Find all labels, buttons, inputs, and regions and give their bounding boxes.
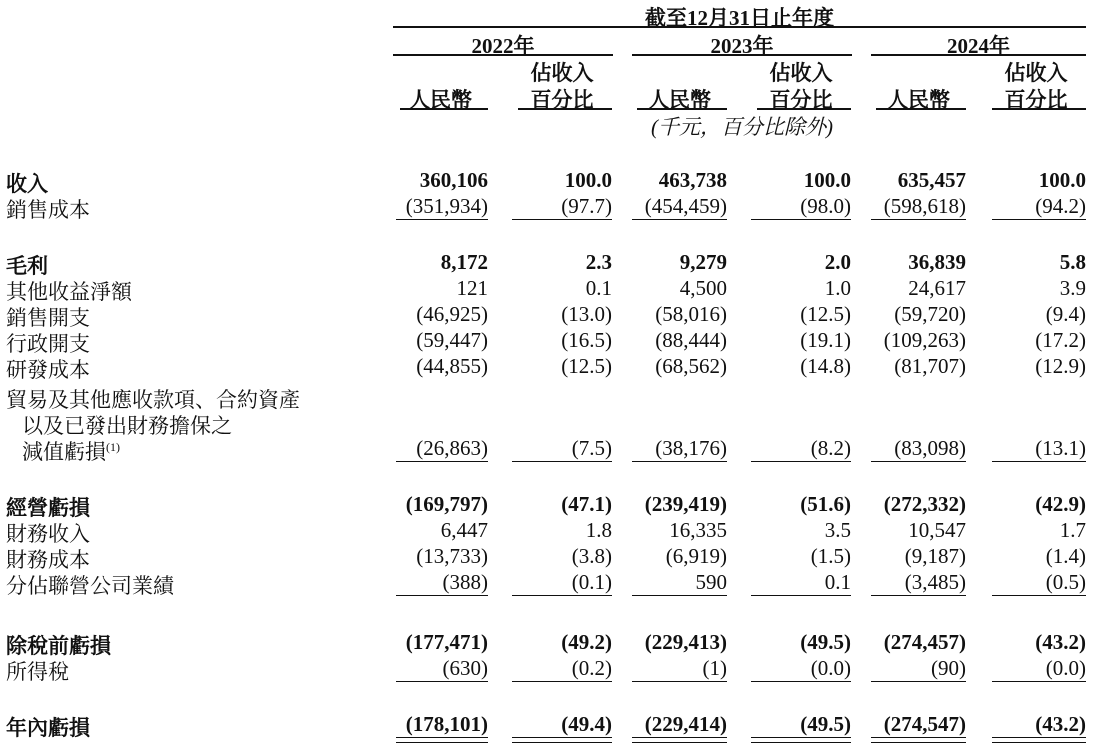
- pct-header-2023-l2: 百分比: [769, 88, 833, 112]
- table-cell: 2.3: [585, 250, 612, 274]
- table-cell: (274,547): [883, 712, 966, 736]
- table-cell: (42.9): [1035, 492, 1086, 516]
- table-cell: (1): [702, 656, 727, 680]
- table-cell: (109,263): [883, 328, 966, 352]
- table-cell: 1.0: [824, 276, 851, 300]
- footnote-marker: (1): [106, 440, 120, 454]
- table-cell: (98.0): [800, 194, 851, 218]
- table-cell: (12.9): [1035, 354, 1086, 378]
- table-cell: 3.5: [824, 518, 851, 542]
- table-cell: (59,720): [894, 302, 966, 326]
- table-cell: 3.9: [1059, 276, 1086, 300]
- total-underline: [751, 737, 851, 738]
- table-cell: (44,855): [416, 354, 488, 378]
- table-cell: 4,500: [679, 276, 727, 300]
- pct-header-2024-l2: 百分比: [1004, 88, 1068, 112]
- total-underline: [396, 681, 488, 682]
- row-label: 減值虧損$^{(1)}$: [22, 440, 120, 464]
- table-cell: 100.0: [564, 168, 612, 192]
- total-underline: [871, 461, 966, 462]
- table-cell: (49.5): [800, 630, 851, 654]
- table-cell: (83,098): [894, 436, 966, 460]
- table-cell: (38,176): [655, 436, 727, 460]
- period-rule: [393, 26, 1086, 28]
- table-cell: (0.2): [571, 656, 612, 680]
- table-cell: (598,618): [883, 194, 966, 218]
- table-cell: 590: [695, 570, 727, 594]
- row-label: 分佔聯營公司業績: [6, 574, 174, 598]
- row-label: 以及已發出財務擔保之: [22, 414, 232, 438]
- total-underline: [871, 595, 966, 596]
- table-cell: 0.1: [585, 276, 612, 300]
- table-cell: (19.1): [800, 328, 851, 352]
- table-cell: (1.5): [810, 544, 851, 568]
- table-cell: (90): [931, 656, 966, 680]
- table-cell: (59,447): [416, 328, 488, 352]
- table-cell: (229,413): [644, 630, 727, 654]
- pct-header-2023-l1: 佔收入: [769, 61, 833, 85]
- table-cell: (0.0): [810, 656, 851, 680]
- total-underline: [396, 737, 488, 738]
- row-label: 年內虧損: [6, 716, 90, 740]
- table-cell: (81,707): [894, 354, 966, 378]
- table-cell: 100.0: [803, 168, 851, 192]
- table-cell: (13.0): [561, 302, 612, 326]
- table-cell: (6,919): [665, 544, 727, 568]
- table-cell: (49.2): [561, 630, 612, 654]
- rmb-underline-2023: [637, 108, 727, 110]
- table-cell: (17.2): [1035, 328, 1086, 352]
- table-cell: (239,419): [644, 492, 727, 516]
- row-label: 銷售成本: [6, 198, 90, 222]
- pct-header-2022-l2: 百分比: [530, 88, 594, 112]
- table-cell: (0.1): [571, 570, 612, 594]
- total-underline: [396, 461, 488, 462]
- row-label: 毛利: [6, 254, 48, 278]
- pct-underline-2023: [757, 108, 851, 110]
- table-cell: (3,485): [904, 570, 966, 594]
- row-label: 收入: [6, 172, 48, 196]
- rmb-underline-2024: [876, 108, 966, 110]
- table-cell: (46,925): [416, 302, 488, 326]
- table-cell: 121: [456, 276, 488, 300]
- year-2022-heading: 2022年: [471, 34, 535, 58]
- total-underline: [992, 461, 1086, 462]
- pct-header-2022-l1: 佔收入: [530, 61, 594, 85]
- table-cell: (43.2): [1035, 630, 1086, 654]
- total-underline: [396, 219, 488, 220]
- total-double-underline: [751, 742, 851, 743]
- table-cell: (26,863): [416, 436, 488, 460]
- total-underline: [992, 219, 1086, 220]
- table-cell: (9,187): [904, 544, 966, 568]
- table-cell: (3.8): [571, 544, 612, 568]
- total-underline: [512, 219, 612, 220]
- row-label: 貿易及其他應收款項、合約資產: [6, 388, 300, 412]
- total-underline: [751, 681, 851, 682]
- table-cell: (16.5): [561, 328, 612, 352]
- table-cell: 16,335: [669, 518, 727, 542]
- total-underline: [632, 595, 727, 596]
- table-cell: (88,444): [655, 328, 727, 352]
- table-cell: (13.1): [1035, 436, 1086, 460]
- table-cell: (7.5): [571, 436, 612, 460]
- table-cell: 10,547: [908, 518, 966, 542]
- table-cell: (58,016): [655, 302, 727, 326]
- total-underline: [751, 595, 851, 596]
- table-cell: (8.2): [810, 436, 851, 460]
- table-cell: 5.8: [1059, 250, 1086, 274]
- row-label: 經營虧損: [6, 496, 90, 520]
- table-cell: (177,471): [405, 630, 488, 654]
- total-underline: [632, 219, 727, 220]
- table-cell: 8,172: [440, 250, 488, 274]
- table-cell: (12.5): [561, 354, 612, 378]
- table-cell: 9,279: [679, 250, 727, 274]
- year-2024-heading: 2024年: [947, 34, 1010, 58]
- table-cell: 1.8: [585, 518, 612, 542]
- rmb-header-2023: 人民幣: [648, 88, 711, 112]
- table-cell: (97.7): [561, 194, 612, 218]
- table-cell: (169,797): [405, 492, 488, 516]
- total-double-underline: [632, 742, 727, 743]
- total-underline: [751, 219, 851, 220]
- total-underline: [871, 681, 966, 682]
- row-label: 銷售開支: [6, 306, 90, 330]
- table-cell: 36,839: [908, 250, 966, 274]
- row-label: 研發成本: [6, 358, 90, 382]
- year-2023-rule: [632, 54, 852, 56]
- total-underline: [512, 595, 612, 596]
- table-cell: 1.7: [1059, 518, 1086, 542]
- pct-header-2024-l1: 佔收入: [1004, 61, 1068, 85]
- table-cell: (51.6): [800, 492, 851, 516]
- table-cell: (94.2): [1035, 194, 1086, 218]
- table-cell: (272,332): [883, 492, 966, 516]
- rmb-header-2024: 人民幣: [887, 88, 950, 112]
- table-cell: 24,617: [908, 276, 966, 300]
- table-cell: (43.2): [1035, 712, 1086, 736]
- total-underline: [632, 681, 727, 682]
- pct-underline-2024: [992, 108, 1086, 110]
- total-underline: [632, 737, 727, 738]
- unit-note: (千元，百分比除外): [651, 115, 833, 139]
- row-label: 財務成本: [6, 548, 90, 572]
- total-double-underline: [871, 742, 966, 743]
- row-label: 財務收入: [6, 522, 90, 546]
- row-label: 行政開支: [6, 332, 90, 356]
- table-cell: (68,562): [655, 354, 727, 378]
- total-underline: [512, 461, 612, 462]
- total-underline: [992, 595, 1086, 596]
- table-cell: 0.1: [824, 570, 851, 594]
- table-cell: (454,459): [644, 194, 727, 218]
- table-cell: (178,101): [405, 712, 488, 736]
- table-cell: (274,457): [883, 630, 966, 654]
- table-cell: 6,447: [440, 518, 488, 542]
- rmb-header-2022: 人民幣: [409, 88, 472, 112]
- period-heading: 截至12月31日止年度: [645, 6, 834, 30]
- table-cell: (9.4): [1045, 302, 1086, 326]
- total-underline: [632, 461, 727, 462]
- total-underline: [396, 595, 488, 596]
- total-underline: [992, 681, 1086, 682]
- table-cell: (49.5): [800, 712, 851, 736]
- table-cell: 2.0: [824, 250, 851, 274]
- row-label: 除稅前虧損: [6, 634, 111, 658]
- table-cell: 100.0: [1038, 168, 1086, 192]
- total-underline: [871, 219, 966, 220]
- year-2023-heading: 2023年: [710, 34, 774, 58]
- rmb-underline-2022: [400, 108, 488, 110]
- table-cell: (0.5): [1045, 570, 1086, 594]
- year-2022-rule: [393, 54, 613, 56]
- table-cell: (12.5): [800, 302, 851, 326]
- total-underline: [751, 461, 851, 462]
- total-underline: [512, 681, 612, 682]
- row-label: 所得稅: [6, 660, 69, 684]
- table-cell: (388): [442, 570, 488, 594]
- table-cell: 635,457: [897, 168, 966, 192]
- table-cell: (14.8): [800, 354, 851, 378]
- table-cell: 463,738: [658, 168, 727, 192]
- table-cell: (351,934): [405, 194, 488, 218]
- table-cell: (13,733): [416, 544, 488, 568]
- total-double-underline: [992, 742, 1086, 743]
- row-label: 其他收益淨額: [6, 280, 132, 304]
- table-cell: (630): [442, 656, 488, 680]
- year-2024-rule: [871, 54, 1086, 56]
- pct-underline-2022: [518, 108, 612, 110]
- total-double-underline: [512, 742, 612, 743]
- table-cell: (229,414): [644, 712, 727, 736]
- table-cell: 360,106: [419, 168, 488, 192]
- total-underline: [992, 737, 1086, 738]
- table-cell: (1.4): [1045, 544, 1086, 568]
- table-cell: (47.1): [561, 492, 612, 516]
- table-cell: (0.0): [1045, 656, 1086, 680]
- total-double-underline: [396, 742, 488, 743]
- total-underline: [512, 737, 612, 738]
- table-cell: (49.4): [561, 712, 612, 736]
- total-underline: [871, 737, 966, 738]
